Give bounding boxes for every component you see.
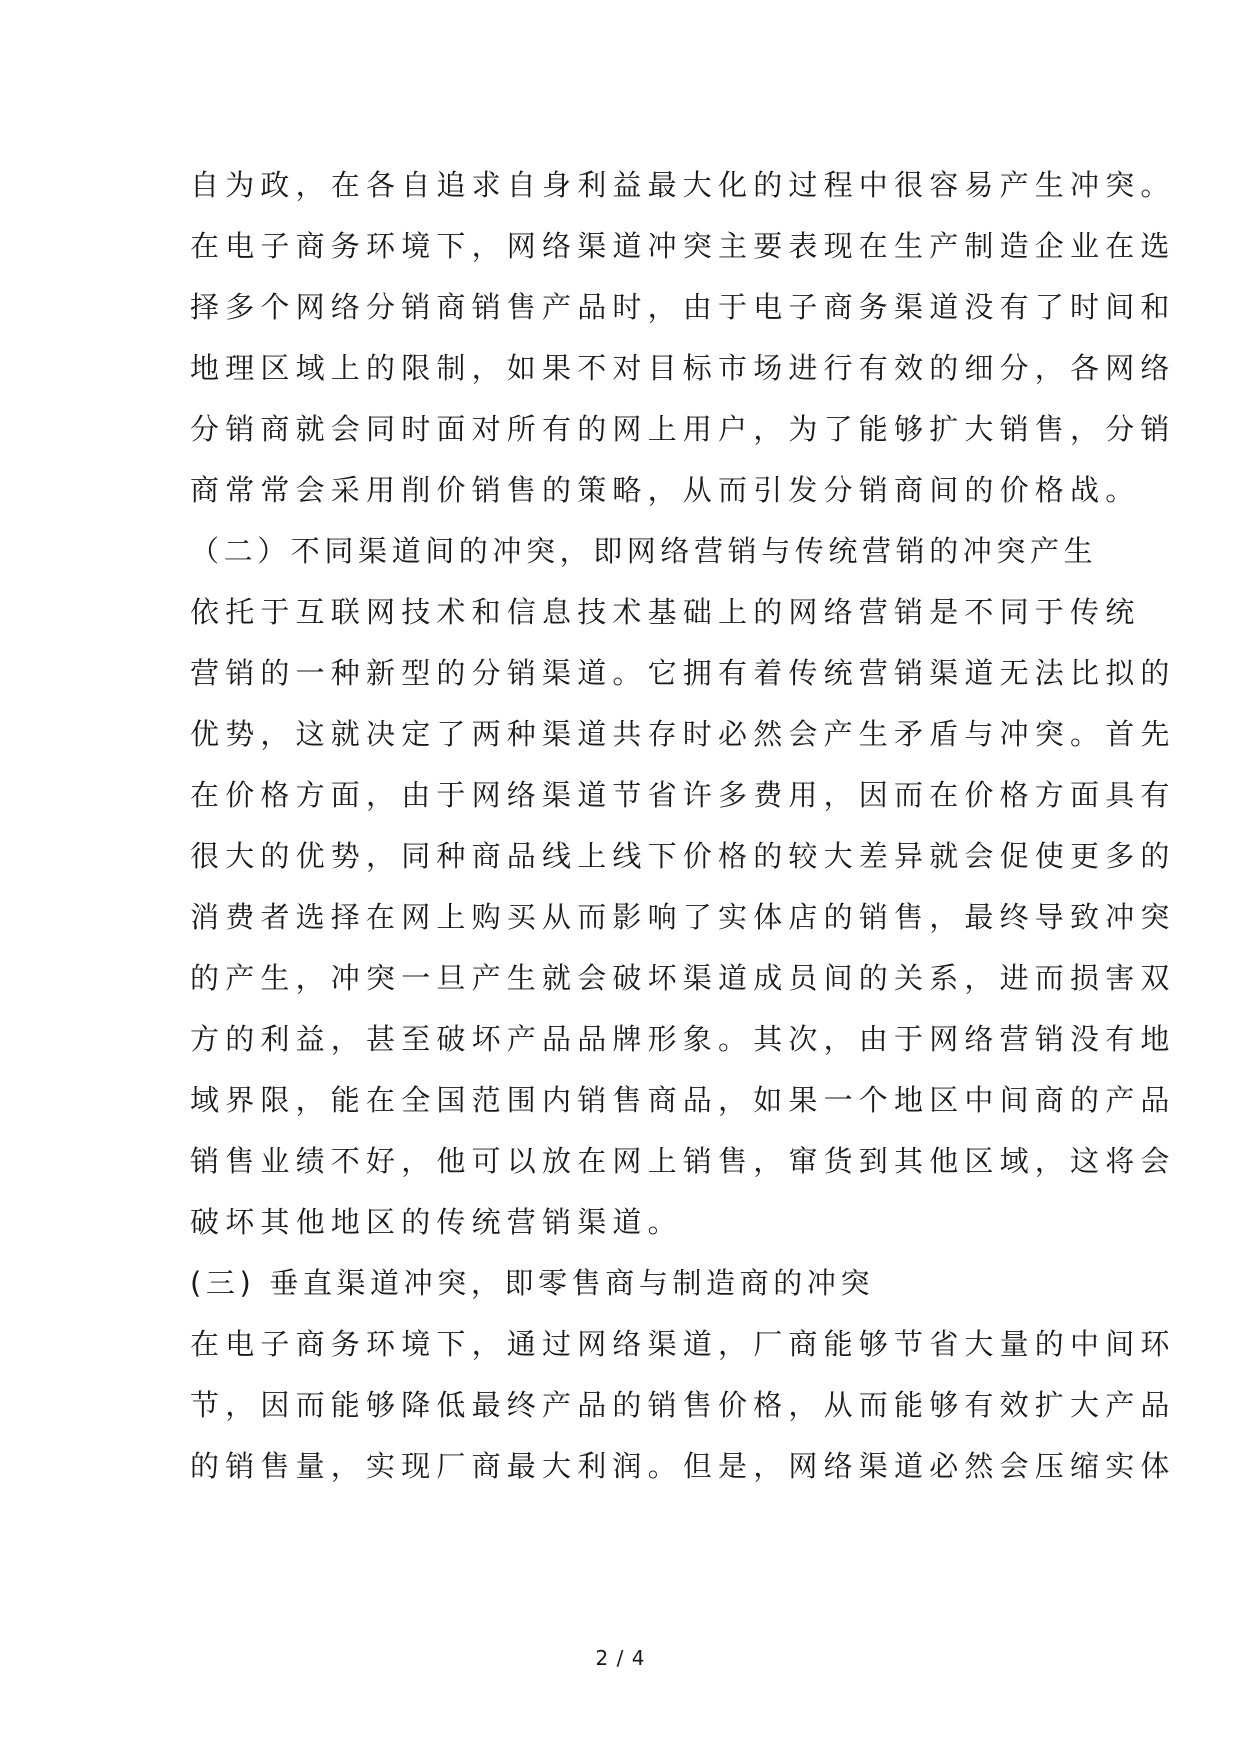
text-line: 很大的优势，同种商品线上线下价格的较大差异就会促使更多的 (190, 839, 1176, 873)
text-line: 在电子商务环境下，通过网络渠道，厂商能够节省大量的中间环 (190, 1327, 1176, 1361)
text-line: 自为政，在各自追求自身利益最大化的过程中很容易产生冲突。 (190, 168, 1176, 202)
text-line: 域界限，能在全国范围内销售商品，如果一个地区中间商的产品 (190, 1083, 1176, 1117)
text-line: 地理区域上的限制，如果不对目标市场进行有效的细分，各网络 (190, 351, 1176, 385)
section-heading-3: (三) 垂直渠道冲突，即零售商与制造商的冲突 (190, 1266, 875, 1300)
page-number: 2 / 4 (595, 1646, 646, 1670)
text-line: 方的利益，甚至破坏产品品牌形象。其次，由于网络营销没有地 (190, 1022, 1176, 1056)
text-line: 择多个网络分销商销售产品时，由于电子商务渠道没有了时间和 (190, 290, 1176, 324)
text-line: 节，因而能够降低最终产品的销售价格，从而能够有效扩大产品 (190, 1388, 1176, 1422)
text-line: 破坏其他地区的传统营销渠道。 (190, 1205, 683, 1239)
text-line: 在价格方面，由于网络渠道节省许多费用，因而在价格方面具有 (190, 778, 1176, 812)
text-line: 商常常会采用削价销售的策略，从而引发分销商间的价格战。 (190, 473, 1141, 507)
text-line: 营销的一种新型的分销渠道。它拥有着传统营销渠道无法比拟的 (190, 656, 1176, 690)
body-text (190, 155, 1176, 1497)
text-line: 在电子商务环境下，网络渠道冲突主要表现在生产制造企业在选 (190, 229, 1176, 263)
text-line: 消费者选择在网上购买从而影响了实体店的销售，最终导致冲突 (190, 900, 1176, 934)
section-heading-2: （二）不同渠道间的冲突，即网络营销与传统营销的冲突产生 (190, 534, 1098, 568)
text-line: 依托于互联网技术和信息技术基础上的网络营销是不同于传统 (190, 595, 1141, 629)
text-line: 的产生，冲突一旦产生就会破坏渠道成员间的关系，进而损害双 (190, 961, 1176, 995)
text-line: 分销商就会同时面对所有的网上用户，为了能够扩大销售，分销 (190, 412, 1176, 446)
text-line: 优势，这就决定了两种渠道共存时必然会产生矛盾与冲突。首先 (190, 717, 1176, 751)
text-line: 的销售量，实现厂商最大利润。但是，网络渠道必然会压缩实体 (190, 1449, 1176, 1483)
text-line: 销售业绩不好，他可以放在网上销售，窜货到其他区域，这将会 (190, 1144, 1176, 1178)
